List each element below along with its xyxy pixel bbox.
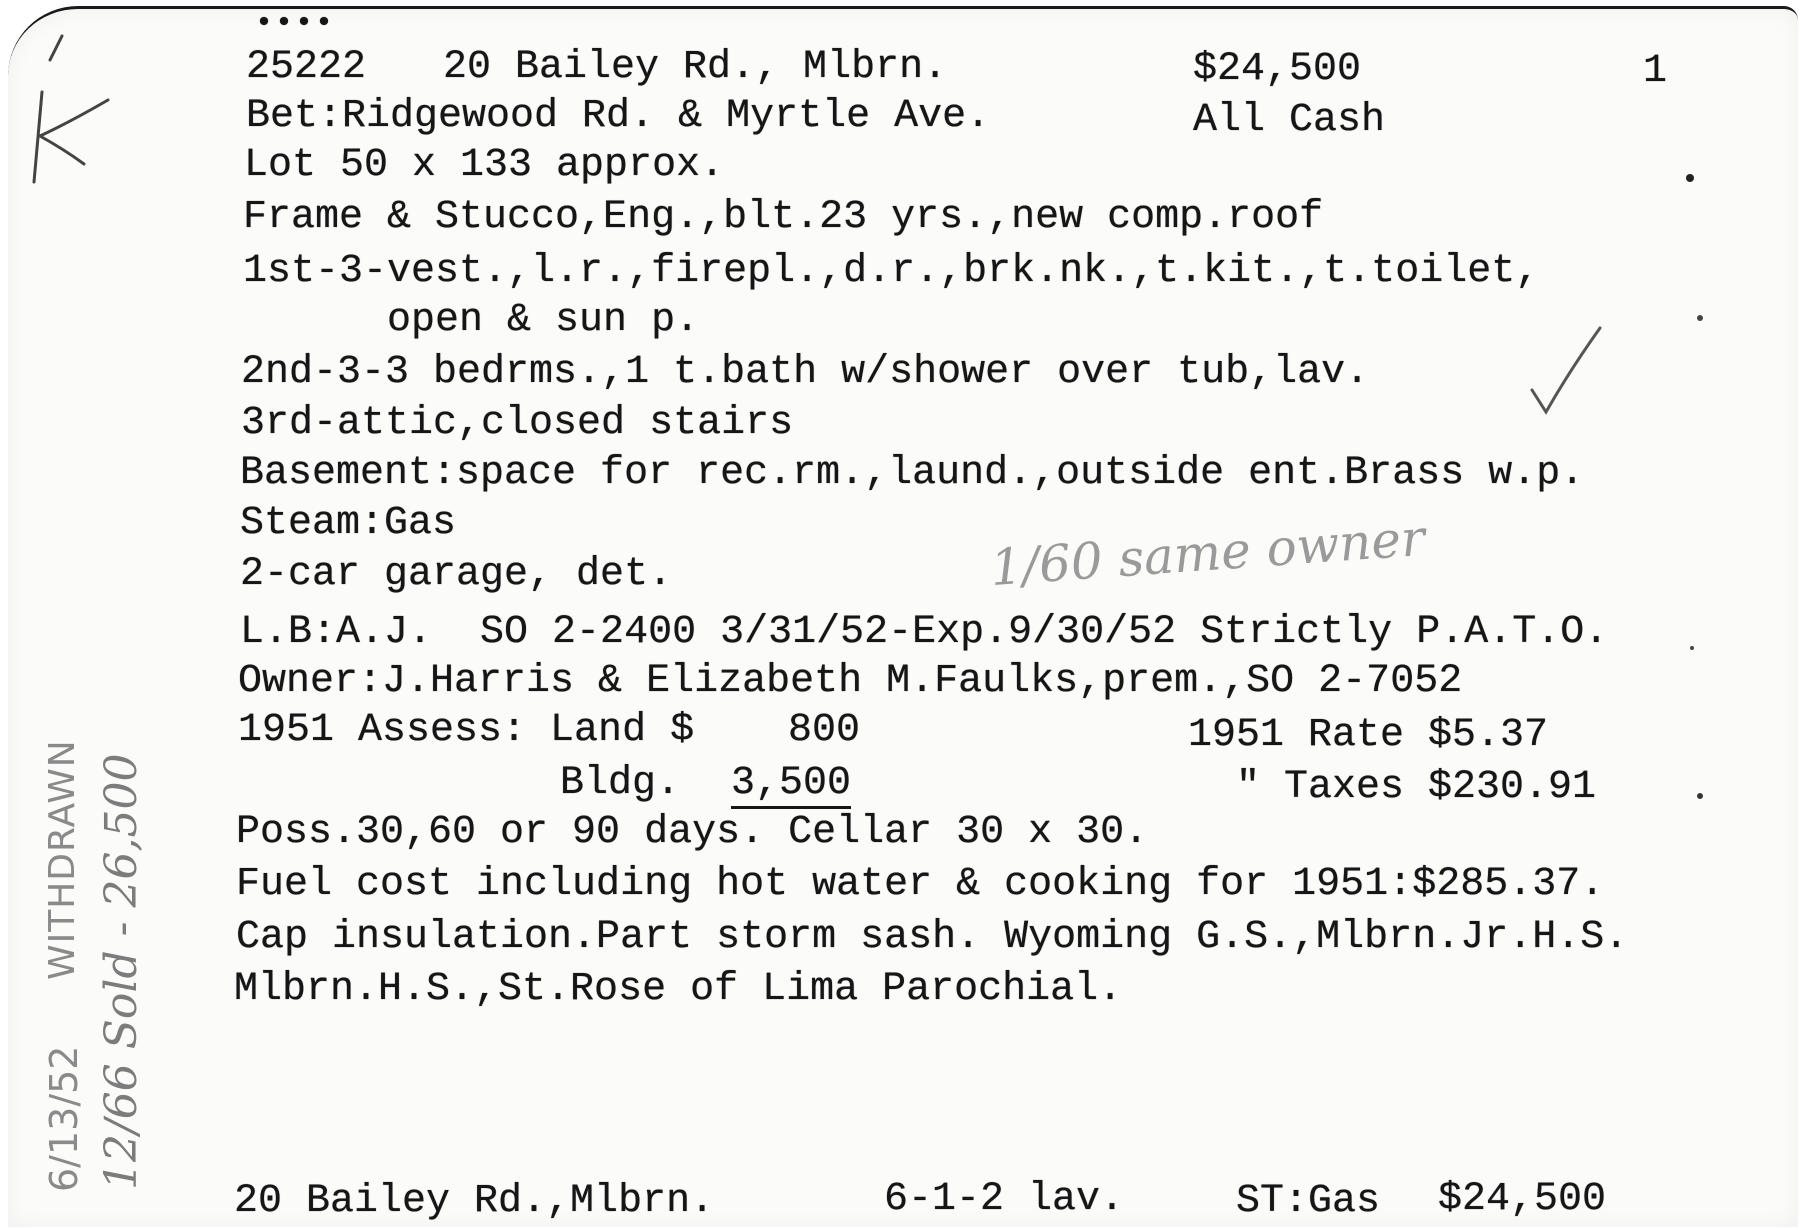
description-line: Cap insulation.Part storm sash. Wyoming G.S.,Mlbrn.Jr.H.S. bbox=[236, 915, 1629, 960]
top-dots: •••• bbox=[255, 7, 336, 41]
description-line: Basement:space for rec.rm.,laund.,outside ent.Brass w.p. bbox=[240, 451, 1585, 496]
footer-price: $24,500 bbox=[1438, 1177, 1607, 1222]
description-line: Mlbrn.H.S.,St.Rose of Lima Parochial. bbox=[234, 967, 1123, 1012]
description-line: 3rd-attic,closed stairs bbox=[241, 401, 794, 446]
description-line: Fuel cost including hot water & cooking for 1951:$285.37. bbox=[236, 862, 1605, 907]
bldg-value: 3,500 bbox=[731, 764, 851, 809]
description-line: Lot 50 x 133 approx. bbox=[244, 143, 725, 188]
description-line: Frame & Stucco,Eng.,blt.23 yrs.,new comp.roof bbox=[243, 195, 1324, 240]
edge-speck bbox=[1686, 174, 1694, 182]
edge-speck bbox=[1690, 646, 1694, 650]
description-line: open & sun p. bbox=[243, 298, 700, 343]
corner-k-mark bbox=[34, 36, 108, 182]
tax-rate: 1951 Rate $5.37 bbox=[1188, 713, 1549, 758]
bldg-label: Bldg. bbox=[560, 761, 681, 806]
footer-heat: ST:Gas bbox=[1236, 1179, 1381, 1224]
description-line: L.B:A.J. SO 2-2400 3/31/52-Exp.9/30/52 Strictly P.A.T.O. bbox=[240, 610, 1609, 655]
terms: All Cash bbox=[1193, 98, 1386, 143]
description-line: 2nd-3-3 bedrms.,1 t.bath w/shower over tub,lav. bbox=[241, 350, 1370, 395]
edge-speck bbox=[1697, 793, 1703, 799]
header-price: $24,500 bbox=[1193, 47, 1362, 92]
header-address: 20 Bailey Rd., Mlbrn. bbox=[443, 45, 948, 90]
sold-note: 12/66 Sold - 26,500 bbox=[96, 753, 147, 1190]
taxes: " Taxes $230.91 bbox=[1236, 765, 1597, 810]
check-mark-icon bbox=[1532, 328, 1600, 412]
land-value: 800 bbox=[788, 708, 861, 753]
withdrawn-stamp: WITHDRAWN bbox=[42, 739, 83, 980]
withdrawn-date: 6/13/52 bbox=[42, 1045, 86, 1192]
description-line: Owner:J.Harris & Elizabeth M.Faulks,prem.,SO 2-7052 bbox=[238, 659, 1463, 704]
description-line: 1st-3-vest.,l.r.,firepl.,d.r.,brk.nk.,t.kit.,t.toilet, bbox=[243, 249, 1540, 294]
handwritten-note: 1/60 same owner bbox=[988, 508, 1427, 598]
description-line: Poss.30,60 or 90 days. Cellar 30 x 30. bbox=[236, 810, 1149, 855]
footer-address: 20 Bailey Rd.,Mlbrn. bbox=[234, 1179, 715, 1224]
footer-rooms: 6-1-2 lav. bbox=[884, 1177, 1125, 1222]
description-line: Steam:Gas bbox=[240, 501, 457, 546]
assessment-label: 1951 Assess: Land $ bbox=[238, 708, 695, 753]
between-streets: Bet:Ridgewood Rd. & Myrtle Ave. bbox=[246, 94, 991, 139]
listing-number: 25222 bbox=[246, 45, 367, 90]
edge-speck bbox=[1697, 315, 1703, 321]
page-number: 1 bbox=[1643, 49, 1668, 94]
description-line: 2-car garage, det. bbox=[240, 552, 673, 597]
